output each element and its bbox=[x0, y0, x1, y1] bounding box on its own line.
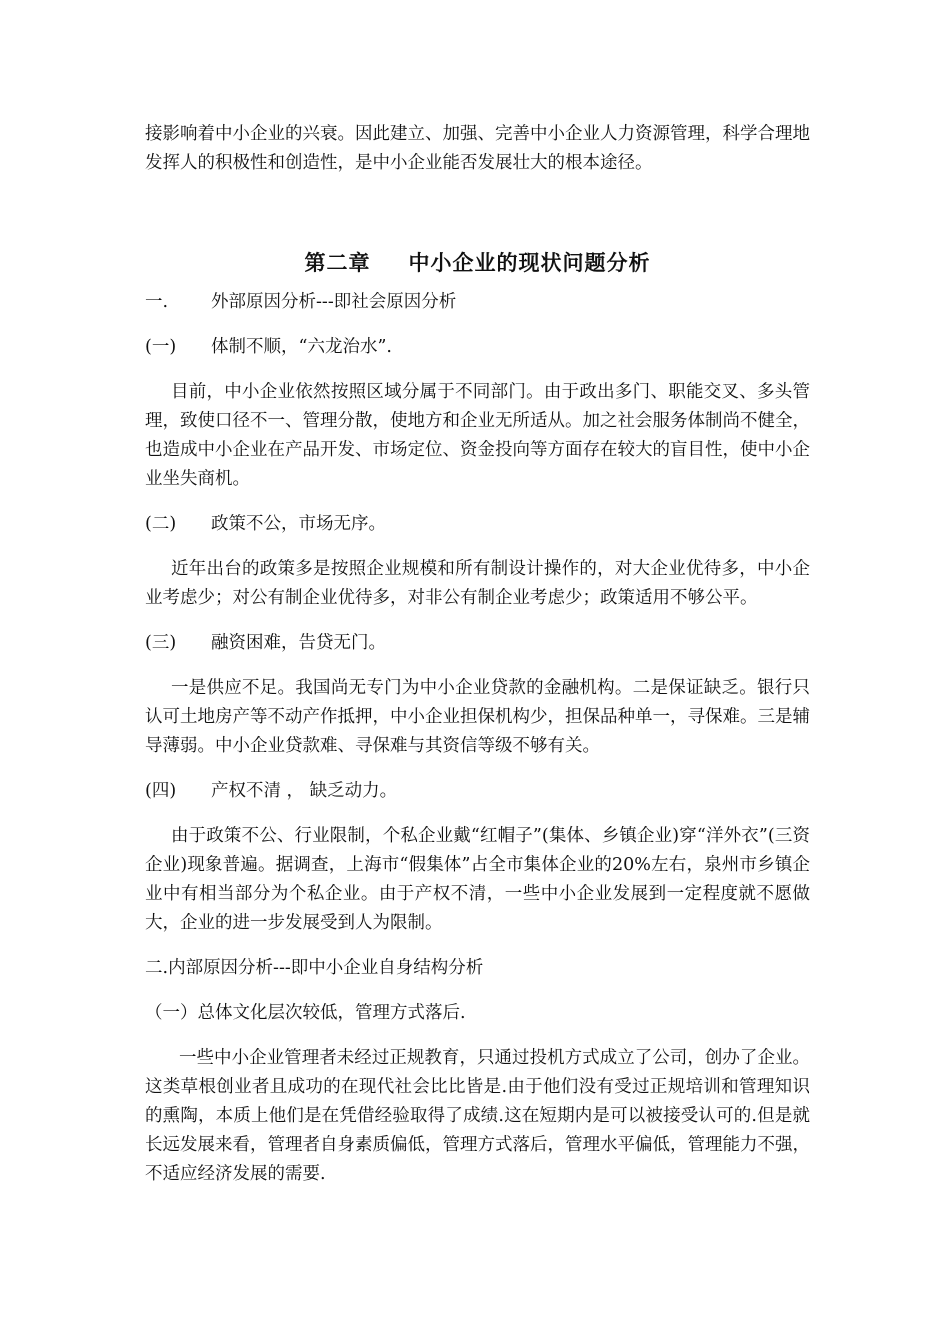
subsection-4-heading bbox=[145, 777, 810, 806]
subsection-4-body: 由于政策不公、行业限制，个私企业戴“红帽子”(集体、乡镇企业)穿“洋外衣”(三资企业)现象普遍。据调查，上海市“假集体”占全市集体企业的20%左右，泉州市乡镇企业中有相当部分为个私企业。由于产权不清，一些中小企业发展到一定程度就不愿做大，企业的进一步发展受到人为限制。 bbox=[145, 826, 810, 933]
lead-paragraph: 接影响着中小企业的兴衰。因此建立、加强、完善中小企业人力资源管理，科学合理地发挥人的积极性和创造性，是中小企业能否发展壮大的根本途径。 bbox=[145, 124, 810, 173]
section-1-heading bbox=[145, 288, 810, 317]
subsection-2-heading bbox=[145, 510, 810, 539]
section-2-subheading: （一）总体文化层次较低，管理方式落后. bbox=[145, 1003, 466, 1023]
subsection-4-title: 产权不清 ， 缺乏动力。 bbox=[211, 781, 398, 801]
section-1-title: 外部原因分析---即社会原因分析 bbox=[211, 292, 457, 312]
subsection-2-body: 近年出台的政策多是按照企业规模和所有制设计操作的，对大企业优待多，中小企业考虑少；对公有制企业优待多，对非公有制企业考虑少；政策适用不够公平。 bbox=[145, 559, 810, 608]
subsection-1-title: 体制不顺，“六龙治水”. bbox=[211, 337, 392, 357]
subsection-3-title: 融资困难，告贷无门。 bbox=[211, 633, 386, 653]
section-1-number: 一. bbox=[145, 292, 169, 312]
section-2-heading: 二.内部原因分析---即中小企业自身结构分析 bbox=[145, 958, 484, 978]
subsection-3-number: (三) bbox=[145, 633, 177, 653]
document-content bbox=[145, 120, 810, 1205]
subsection-3-body: 一是供应不足。我国尚无专门为中小企业贷款的金融机构。二是保证缺乏。银行只认可土地房产等不动产作抵押，中小企业担保机构少，担保品种单一，寻保难。三是辅导薄弱。中小企业贷款难、寻保难与其资信等级不够有关。 bbox=[145, 678, 810, 756]
chapter-heading bbox=[145, 248, 810, 278]
subsection-3-heading bbox=[145, 629, 810, 658]
subsection-1-number: (一) bbox=[145, 337, 177, 357]
subsection-1-heading bbox=[145, 333, 810, 362]
section-2-body: 一些中小企业管理者未经过正规教育，只通过投机方式成立了公司，创办了企业。这类草根创业者且成功的在现代社会比比皆是.由于他们没有受过正规培训和管理知识的熏陶，本质上他们是在凭借经验取得了成绩.这在短期内是可以被接受认可的.但是就长远发展来看，管理者自身素质偏低，管理方式落后，管理水平偏低，管理能力不强，不适应经济发展的需要. bbox=[145, 1048, 810, 1184]
subsection-2-title: 政策不公，市场无序。 bbox=[211, 514, 386, 534]
subsection-4-number: (四) bbox=[145, 781, 177, 801]
subsection-2-number: (二) bbox=[145, 514, 177, 534]
chapter-title: 中小企业的现状问题分析 bbox=[408, 251, 651, 275]
chapter-number: 第二章 bbox=[304, 251, 371, 275]
subsection-1-body: 目前，中小企业依然按照区域分属于不同部门。由于政出多门、职能交叉、多头管理，致使口径不一、管理分散，使地方和企业无所适从。加之社会服务体制尚不健全，也造成中小企业在产品开发、市场定位、资金投向等方面存在较大的盲目性，使中小企业坐失商机。 bbox=[145, 382, 810, 489]
